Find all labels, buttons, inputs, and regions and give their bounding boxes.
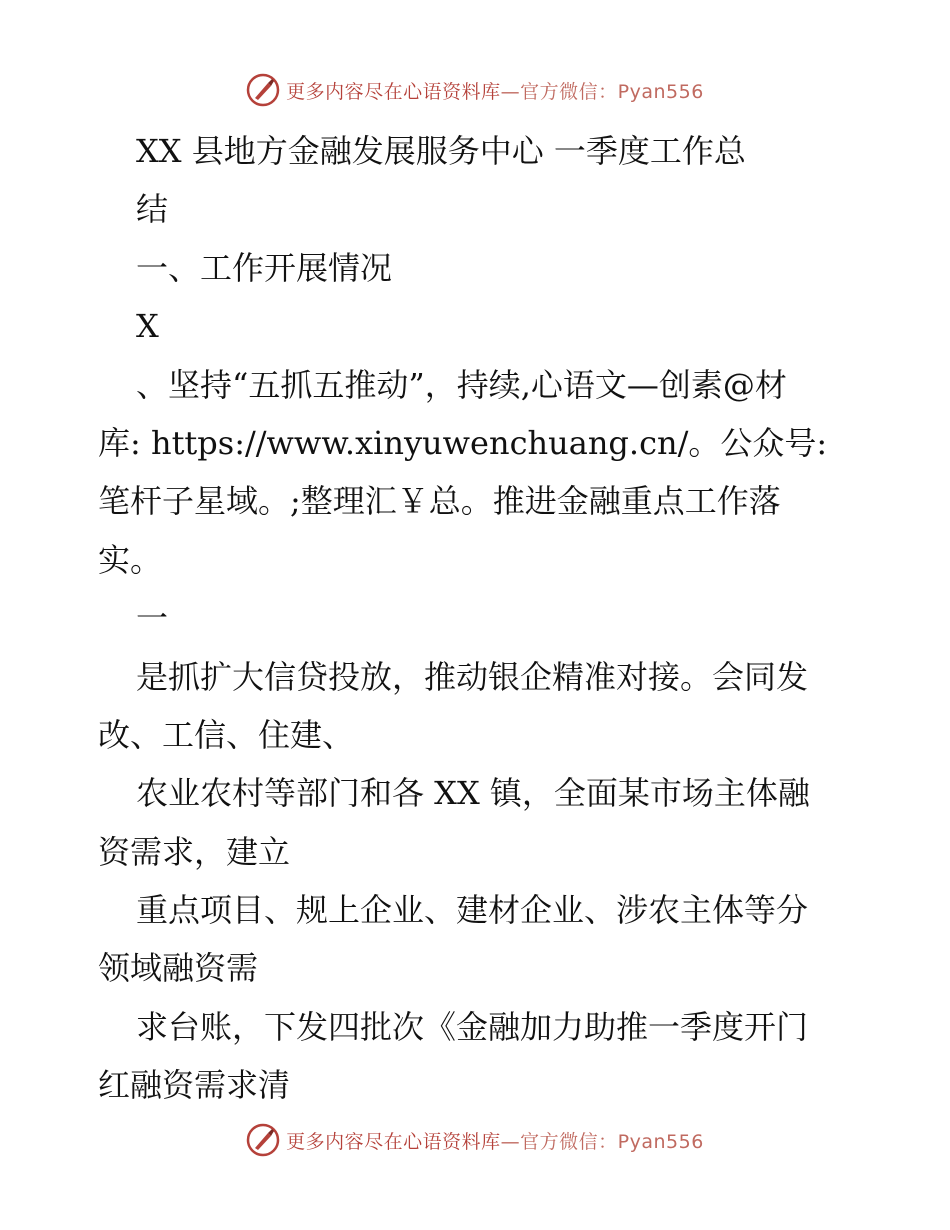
text-line: 求台账，下发四批次《金融加力助推一季度开门 (136, 1007, 809, 1046)
watermark-sub-text: —官方微信：Pyan556 (500, 1130, 704, 1153)
text-line: 领域融资需 (98, 949, 259, 988)
text-line: 改、工信、住建、 (98, 715, 355, 754)
watermark-main-text: 更多内容尽在心语资料库 (286, 80, 501, 103)
text-line: 、坚持“五抓五推动”，持续,心语文—创素@材 (136, 365, 787, 404)
pen-logo-icon (246, 1123, 280, 1157)
header-watermark (0, 70, 950, 110)
text-line: 一 (136, 599, 169, 638)
text-line: 红融资需求清 (98, 1066, 291, 1105)
watermark-sub-text: —官方微信：Pyan556 (500, 80, 704, 103)
text-line: 结 (136, 190, 169, 229)
text-line: 资需求，建立 (98, 832, 291, 871)
footer-watermark (0, 1120, 950, 1160)
pen-logo-icon (246, 73, 280, 107)
text-line: 农业农村等部门和各 XX 镇，全面某市场主体融 (136, 774, 810, 813)
text-line: 重点项目、规上企业、建材企业、涉农主体等分 (136, 891, 809, 930)
document-body (98, 122, 878, 1115)
text-line: XX 县地方金融发展服务中心 一季度工作总 (136, 132, 746, 170)
text-line: 库: https://www.xinyuwenchuang.cn/。公众号: (98, 423, 828, 462)
text-line: X (136, 307, 159, 346)
text-line: 是抓扩大信贷投放，推动银企精准对接。会同发 (136, 657, 809, 696)
text-line: 实。 (98, 540, 163, 579)
watermark-main-text: 更多内容尽在心语资料库 (286, 1130, 501, 1153)
text-line: 一、工作开展情况 (136, 248, 393, 287)
text-line: 笔杆子星域。;整理汇￥总。推进金融重点工作落 (98, 482, 781, 521)
